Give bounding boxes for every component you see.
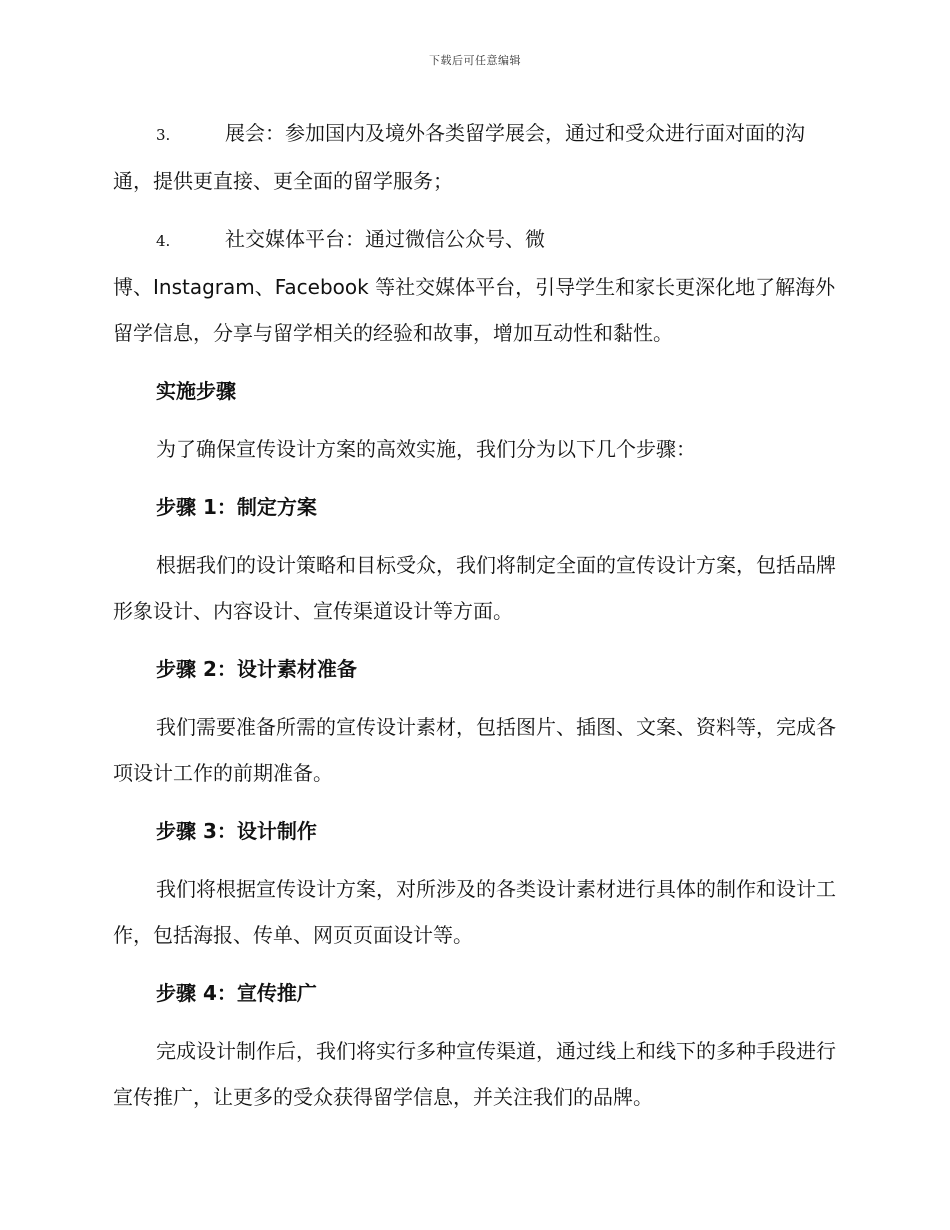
list-item-text-continued: 博、Instagram、Facebook 等社交媒体平台，引导学生和家长更深化地了解海外留学信息，分享与留学相关的经验和故事，增加互动性和黏性。 [113,275,836,345]
step-3-body: 我们将根据宣传设计方案，对所涉及的各类设计素材进行具体的制作和设计工作，包括海报、传单、网页页面设计等。 [113,877,836,947]
step-1-body: 根据我们的设计策略和目标受众，我们将制定全面的宣传设计方案，包括品牌形象设计、内容设计、宣传渠道设计等方面。 [113,553,836,623]
step-4-body: 完成设计制作后，我们将实行多种宣传渠道，通过线上和线下的多种手段进行宣传推广，让更多的受众获得留学信息，并关注我们的品牌。 [113,1039,836,1109]
list-number: 4. [156,232,171,250]
list-item-4 [113,216,837,356]
step-3-heading: 步骤 3：设计制作 [156,819,317,843]
page-header-note: 下载后可任意编辑 [429,54,521,67]
step-1-heading: 步骤 1：制定方案 [156,495,317,519]
step-2-heading: 步骤 2：设计素材准备 [156,657,357,681]
section-intro: 为了确保宣传设计方案的高效实施，我们分为以下几个步骤： [156,437,696,461]
step-4-heading: 步骤 4：宣传推广 [156,981,317,1005]
list-number: 3. [156,126,171,144]
list-item-text: 展会：参加国内及境外各类留学展会，通过和受众进行面对面的沟通，提供更直接、更全面的留学服务； [113,121,805,193]
list-item-3 [113,110,837,204]
list-item-text-first-line: 社交媒体平台：通过微信公众号、微 [225,227,545,251]
document-body [113,110,837,1132]
section-title: 实施步骤 [156,379,236,403]
step-2-body: 我们需要准备所需的宣传设计素材，包括图片、插图、文案、资料等，完成各项设计工作的前期准备。 [113,715,836,785]
